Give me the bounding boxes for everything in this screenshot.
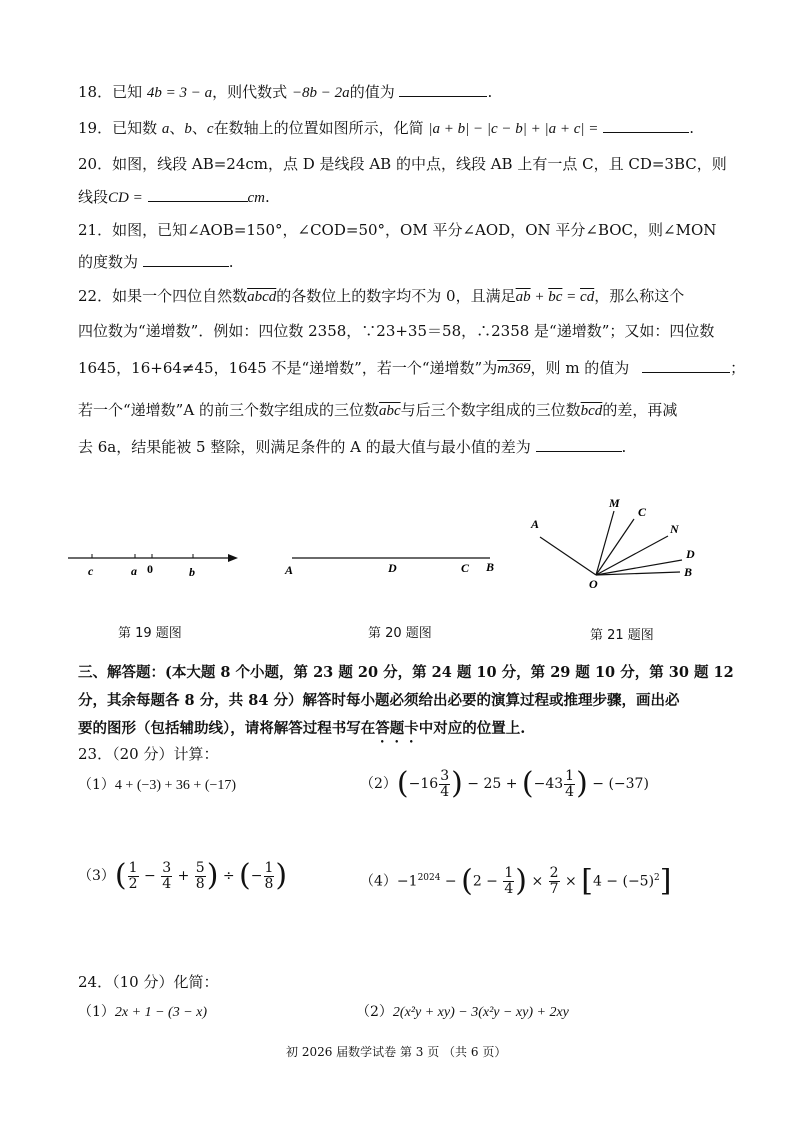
label-zero: 0 (147, 562, 153, 576)
answer-blank-22b[interactable] (536, 437, 622, 452)
question-19: 19．已知数 a、b、c在数轴上的位置如图所示，化简 |a + b| − |c − b| + |a + c| = . (78, 119, 694, 137)
question-23-title: 23．（20 分）计算： (78, 745, 219, 763)
ray-om (596, 511, 614, 575)
label-c: c (88, 564, 94, 578)
question-22-line5: 去 6a，结果能被 5 整除，则满足条件的 A 的最大值与最小值的差为 . (78, 438, 627, 456)
ray-label-a: A (531, 517, 540, 531)
question-20: 20．如图，线段 AB=24cm，点 D 是线段 AB 的中点，线段 AB 上有一点 C，且 CD=3BC，则 (78, 155, 727, 173)
figure-19-number-line (60, 540, 250, 585)
label-b: b (189, 565, 195, 579)
q23-part-2: （2）(−16 $\frac{3}{4}$ ) − 25 + (−43 $\frac{1}{4}$ ) − (−37) (360, 766, 649, 801)
question-21: 21．如图，已知∠AOB=150°，∠COD=50°，OM 平分∠AOD，ON 平分∠BOC，则∠MON (78, 221, 717, 239)
question-22-line2: 四位数为“递增数”．例如：四位数 2358，∵23+35＝58，∴2358 是“递增数”；又如：四位数 (78, 322, 715, 340)
section-3-instructions: 分，其余每题各 8 分，共 84 分）解答时每小题必须给出必要的演算过程或推理步骤，画出必 (78, 692, 680, 709)
ray-oc (596, 519, 634, 575)
number-line-arrow (228, 554, 238, 562)
answer-blank-21[interactable] (143, 252, 229, 267)
ray-label-n: N (670, 522, 679, 536)
page-footer: 初 2026 届数学试卷 第 3 页 （共 6 页） (286, 1045, 507, 1059)
question-24-title: 24．（10 分）化简： (78, 973, 219, 991)
question-20-line2: 线段CD = cm. (78, 188, 270, 206)
q23-part-3: （3）( $\frac{1}{2}$ − $\frac{3}{4}$ + $\frac{5}{8}$ ) ÷ (− $\frac{1}{8}$ ) (78, 858, 288, 893)
ray-label-m: M (609, 496, 620, 510)
caption-figure-20: 第 20 题图 (368, 626, 432, 641)
ray-oa (540, 537, 596, 575)
q19-expression: |a + b| − |c − b| + |a + c| = (428, 121, 599, 137)
vertex-label-o: O (589, 577, 598, 591)
question-21-line2: 的度数为 . (78, 253, 234, 271)
figure-21-angles (520, 492, 720, 592)
ray-label-c: C (638, 505, 647, 519)
point-label-d: D (388, 561, 397, 575)
answer-blank-20[interactable] (148, 187, 248, 202)
label-a: a (131, 564, 137, 578)
section-3-instructions-line3: 要的图形（包括辅助线），请将解答过程书写在答题卡中对应的位置上. (78, 720, 526, 737)
ray-label-b: B (684, 565, 693, 579)
question-22-line3: 1645，16+64≠45，1645 不是“递增数”，若一个“递增数”为m369，则 m 的值为 ； (78, 359, 746, 377)
point-label-b: B (486, 560, 495, 574)
q18-expression: −8b − 2a (291, 85, 350, 101)
answer-blank-18[interactable] (399, 82, 487, 97)
q23-part-1: （1）4 + (−3) + 36 + (−17) (78, 777, 237, 793)
answer-blank-22a[interactable] (642, 358, 730, 373)
q24-part-1: （1）2x + 1 − (3 − x) (78, 1004, 208, 1020)
question-22: 22．如果一个四位自然数abcd的各数位上的数字均不为 0，且满足$\overline{ab} + \overline{bc} = \overline{cd}$，那么称这个 (78, 287, 685, 305)
point-label-c: C (461, 561, 470, 575)
caption-figure-21: 第 21 题图 (590, 628, 654, 643)
answer-blank-19[interactable] (603, 118, 689, 133)
caption-figure-19: 第 19 题图 (118, 626, 182, 641)
q24-part-2: （2）2(x²y + xy) − 3(x²y − xy) + 2xy (356, 1004, 569, 1020)
section-3-heading: 三、解答题：(本大题 8 个小题，第 23 题 20 分，第 24 题 10 分，第 29 题 10 分，第 30 题 12 (78, 664, 734, 681)
point-label-a: A (285, 563, 294, 577)
question-18: 18．已知 4b = 3 − a，则代数式 −8b − 2a的值为 . (78, 83, 493, 101)
q23-part-4: $(4)-1^{2024} - (2$ − $\frac{1}{4}$ ) × $\frac{2}{7}$ × $[4 - (-5)^2]$ (360, 863, 672, 899)
question-22-line4: 若一个“递增数”A 的前三个数字组成的三位数$\overline{abc}$与后三个数字组成的三位数$\overline{bcd}$的差，再减 (78, 401, 678, 419)
q18-equation: 4b = 3 − a (146, 85, 213, 101)
figure-20-segment (280, 545, 500, 585)
ray-label-d: D (686, 547, 695, 561)
